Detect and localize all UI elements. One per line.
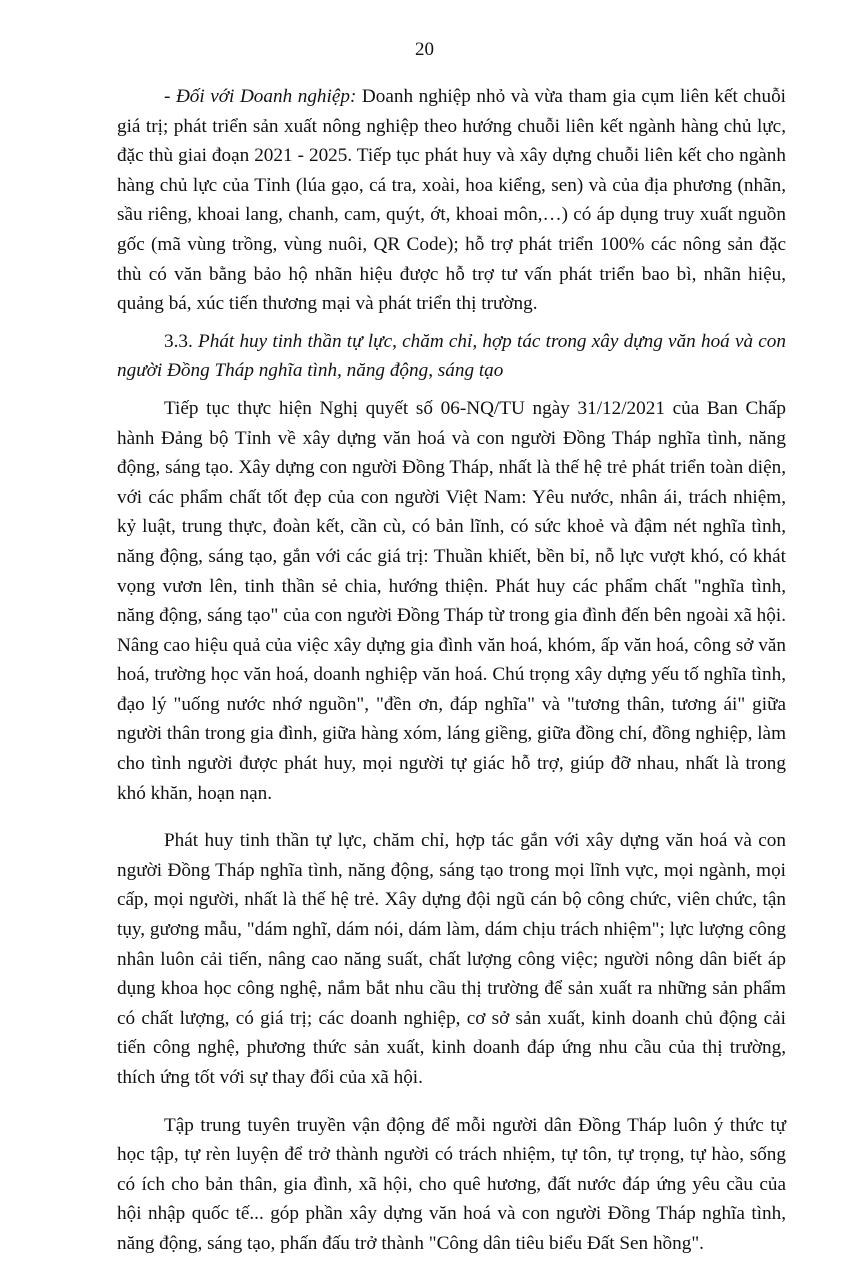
section-heading [117, 327, 786, 386]
paragraph-lead-label: - Đối với Doanh nghiệp: [164, 86, 357, 107]
paragraph-self-reliance: Phát huy tinh thần tự lực, chăm chỉ, hợp tác gắn với xây dựng văn hoá và con người Đồng Tháp nghĩa tình, năng động, sáng tạo trong mọi lĩnh vực, mọi ngành, mọi cấp, mọi người, nhất là thế hệ trẻ. Xây dựng đội ngũ cán bộ công chức, viên chức, tận tụy, gương mẫu, "dám nghĩ, dám nói, dám làm, dám chịu trách nhiệm"; lực lượng công nhân luôn cải tiến, nâng cao năng suất, chất lượng công việc; người nông dân biết áp dụng khoa học công nghệ, nắm bắt nhu cầu thị trường để sản xuất ra những sản phẩm có chất lượng, có giá trị; các doanh nghiệp, cơ sở sản xuất, kinh doanh chủ động cải tiến công nghệ, phương thức sản xuất, kinh doanh đáp ứng nhu cầu của thị trường, thích ứng tốt với sự thay đổi của xã hội. [117, 830, 786, 1088]
paragraph-enterprises-text: Doanh nghiệp nhỏ và vừa tham gia cụm liên kết chuỗi giá trị; phát triển sản xuất nông nghiệp theo hướng chuỗi liên kết ngành hàng chủ lực, đặc thù giai đoạn 2021 - 2025. Tiếp tục phát huy và xây dựng chuỗi liên kết cho ngành hàng chủ lực của Tỉnh (lúa gạo, cá tra, xoài, hoa kiểng, sen) và của địa phương (nhãn, sầu riêng, khoai lang, chanh, cam, quýt, ớt, khoai môn,…) có áp dụng truy xuất nguồn gốc (mã vùng trồng, vùng nuôi, QR Code); hỗ trợ phát triển 100% các nông sản đặc thù có văn bằng bảo hộ nhãn hiệu được hỗ trợ tư vấn phát triển bao bì, nhãn hiệu, quảng bá, xúc tiến thương mại và phát triển thị trường. [117, 86, 786, 315]
page-number: 20 [415, 39, 434, 60]
section-number: 3.3. [164, 330, 198, 352]
section-title: Phát huy tinh thần tự lực, chăm chỉ, hợp tác trong xây dựng văn hoá và con người Đồng Tháp nghĩa tình, năng động, sáng tạo [117, 330, 786, 382]
paragraph-resolution: Tiếp tục thực hiện Nghị quyết số 06-NQ/TU ngày 31/12/2021 của Ban Chấp hành Đảng bộ Tỉnh về xây dựng văn hoá và con người Đồng Tháp nghĩa tình, năng động, sáng tạo. Xây dựng con người Đồng Tháp, nhất là thế hệ trẻ phát triển toàn diện, với các phẩm chất tốt đẹp của con người Việt Nam: Yêu nước, nhân ái, trách nhiệm, kỷ luật, trung thực, đoàn kết, cần cù, có bản lĩnh, có sức khoẻ và đậm nét nghĩa tình, năng động, sáng tạo, gắn với các giá trị: Thuần khiết, bền bỉ, nỗ lực vượt khó, có khát vọng vươn lên, tinh thần sẻ chia, hướng thiện. Phát huy các phẩm chất "nghĩa tình, năng động, sáng tạo" của con người Đồng Tháp từ trong gia đình đến bên ngoài xã hội. Nâng cao hiệu quả của việc xây dựng gia đình văn hoá, khóm, ấp văn hoá, công sở văn hoá, trường học văn hoá, doanh nghiệp văn hoá. Chú trọng xây dựng yếu tố nghĩa tình, đạo lý "uống nước nhớ nguồn", "đền ơn, đáp nghĩa" và "tương thân, tương ái" giữa người thân trong gia đình, giữa hàng xóm, láng giềng, giữa đồng chí, đồng nghiệp, làm cho tình người được phát huy, mọi người tự giác hỗ trợ, giúp đỡ nhau, nhất là trong khó khăn, hoạn nạn. [117, 397, 786, 804]
document-body [117, 82, 786, 1267]
paragraph-enterprises [117, 82, 786, 319]
paragraph-propaganda: Tập trung tuyên truyền vận động để mỗi người dân Đồng Tháp luôn ý thức tự học tập, tự rèn luyện để trở thành người có trách nhiệm, tự tôn, tự trọng, tự hào, sống có ích cho bản thân, gia đình, xã hội, cho quê hương, đất nước đáp ứng yêu cầu của hội nhập quốc tế... góp phần xây dựng văn hoá và con người Đồng Tháp nghĩa tình, năng động, sáng tạo, phấn đấu trở thành "Công dân tiêu biểu Đất Sen hồng". [117, 1114, 786, 1254]
